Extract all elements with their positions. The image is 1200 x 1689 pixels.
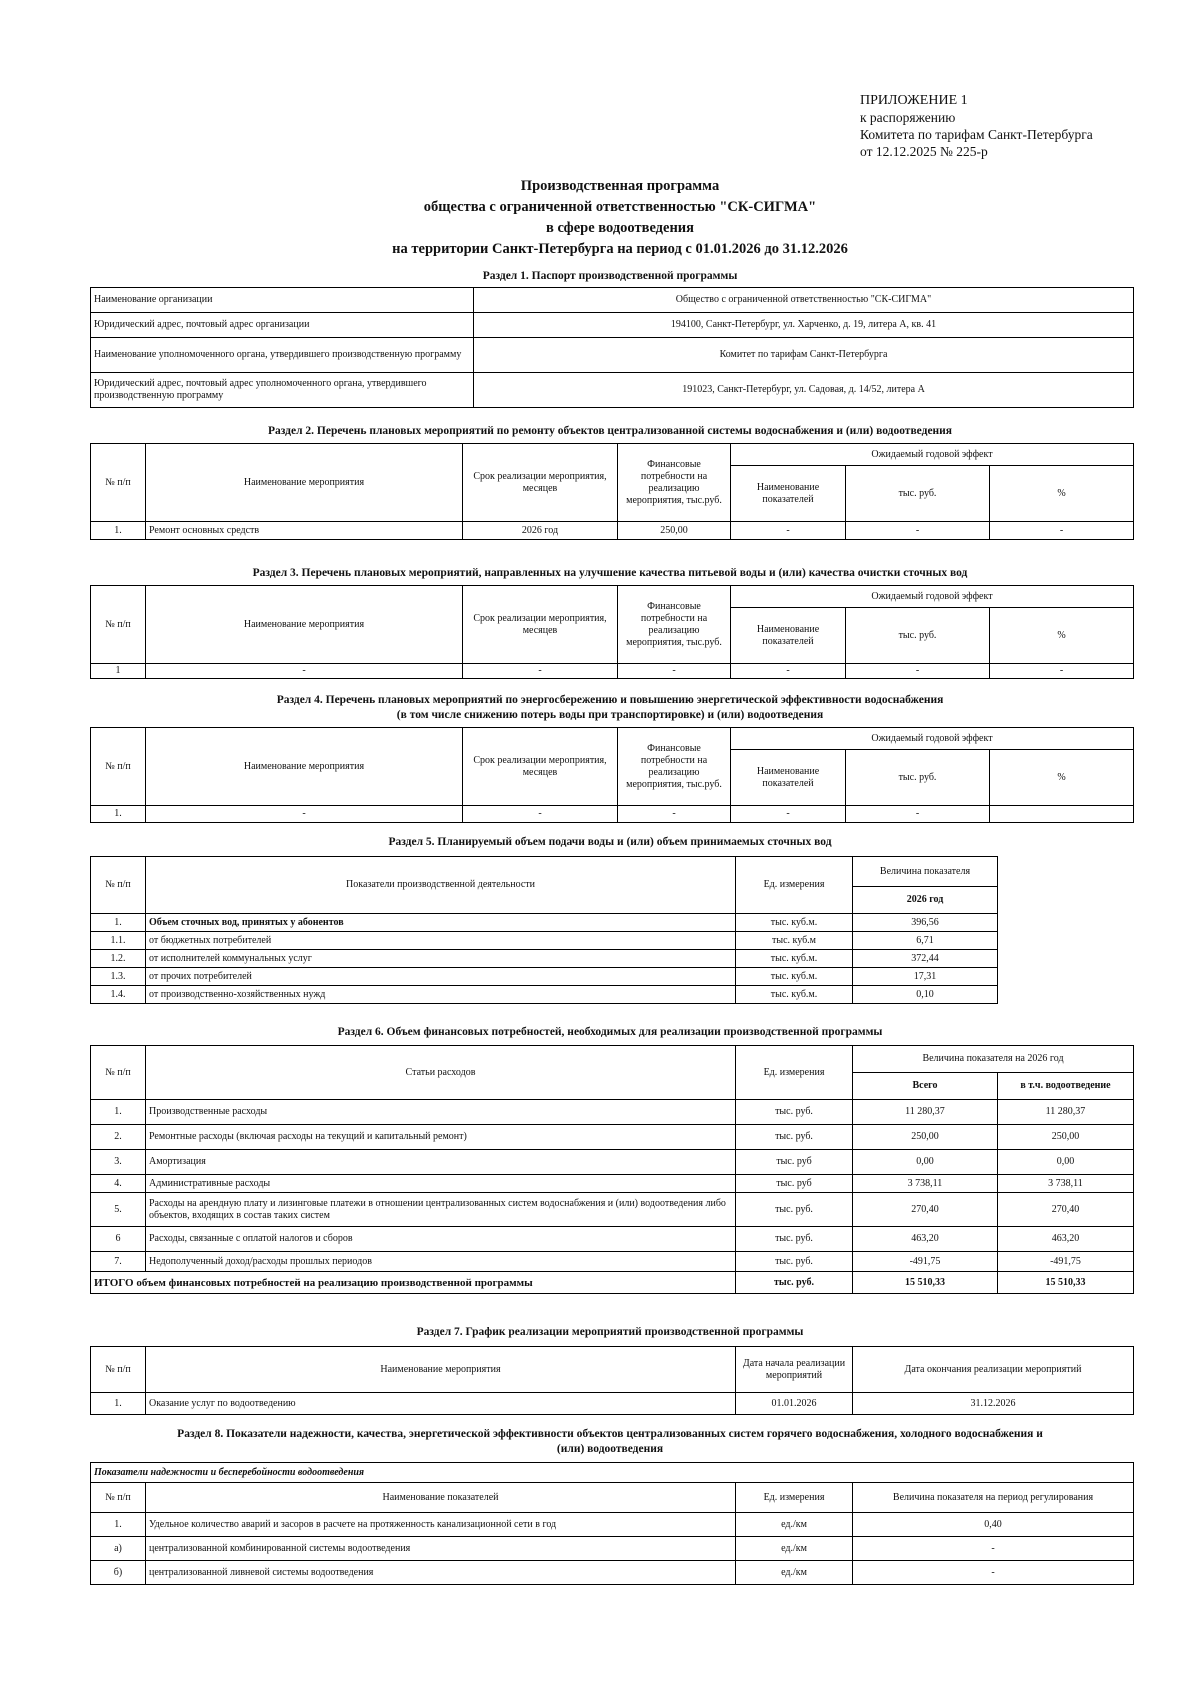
section-5-title: Раздел 5. Планируемый объем подачи воды и (или) объем принимаемых сточных вод (388, 836, 832, 848)
cell-unit: тыс. куб.м. (736, 914, 853, 932)
cell-unit: тыс. руб (736, 1150, 853, 1175)
table-header-row (91, 1347, 1134, 1393)
col-indicator-header: Наименование показателей (731, 750, 846, 806)
table-row (91, 1150, 1134, 1175)
cell-start: 01.01.2026 (736, 1393, 853, 1415)
table-row (91, 950, 998, 968)
title-line-1: Производственная программа (520, 178, 720, 194)
appendix-line-4: от 12.12.2025 № 225-р (860, 144, 988, 159)
title-line-2: общества с ограниченной ответственностью "СК-СИГМА" (423, 199, 817, 215)
cell-unit: тыс. руб (736, 1175, 853, 1193)
cell-num: 1. (91, 914, 146, 932)
cell-num: 1. (91, 1393, 146, 1415)
document-title (300, 176, 940, 260)
col-num-header: № п/п (91, 728, 146, 806)
col-name-header: Наименование мероприятия (146, 586, 463, 664)
col-name-header: Наименование мероприятия (146, 728, 463, 806)
energy-events-table (90, 727, 1134, 823)
cell-num: 7. (91, 1252, 146, 1272)
cell-value: 396,56 (853, 914, 998, 932)
cell-name: Оказание услуг по водоотведению (146, 1393, 736, 1415)
group-title: Показатели надежности и бесперебойности водоотведения (91, 1463, 1134, 1483)
total-incl-value: 15 510,33 (998, 1272, 1134, 1294)
cell-name: Производственные расходы (146, 1100, 736, 1125)
section-1-title: Раздел 1. Паспорт производственной программы (482, 270, 738, 282)
passport-label: Наименование уполномоченного органа, утвердившего производственную программу (91, 338, 474, 373)
cell-finance: - (618, 806, 731, 823)
cell-total: 11 280,37 (853, 1100, 998, 1125)
col-term-header: Срок реализации мероприятия, месяцев (463, 444, 618, 522)
table-row (91, 338, 1134, 373)
cell-pct (990, 806, 1134, 823)
repair-events-table (90, 443, 1134, 540)
cell-term: - (463, 806, 618, 823)
col-finance-header: Финансовые потребности на реализацию мероприятия, тыс.руб. (618, 444, 731, 522)
cell-num: 1.1. (91, 932, 146, 950)
cell-incl: 463,20 (998, 1227, 1134, 1252)
table-row (91, 914, 998, 932)
table-header-row (91, 444, 1134, 466)
col-indicator-header: Наименование показателей (731, 466, 846, 522)
table-row (91, 373, 1134, 408)
table-header-row (91, 1046, 1134, 1073)
table-row (91, 1125, 1134, 1150)
col-start-header: Дата начала реализации мероприятий (736, 1347, 853, 1393)
table-row (91, 1513, 1134, 1537)
cell-name: Расходы, связанные с оплатой налогов и сборов (146, 1227, 736, 1252)
appendix-header (860, 92, 1180, 160)
cell-num: 1. (91, 522, 146, 540)
total-unit: тыс. руб. (736, 1272, 853, 1294)
col-indicator-header: Наименование показателей (731, 608, 846, 664)
passport-value: Комитет по тарифам Санкт-Петербурга (474, 338, 1134, 373)
cell-indicator: - (731, 522, 846, 540)
title-line-4: на территории Санкт-Петербурга на период с 01.01.2026 до 31.12.2026 (392, 241, 848, 257)
cell-num: 1. (91, 1513, 146, 1537)
cell-num: б) (91, 1561, 146, 1585)
finance-table (90, 1045, 1134, 1294)
section-3-title: Раздел 3. Перечень плановых мероприятий, направленных на улучшение качества питьевой воды и (или) качества очистки сточных вод (252, 567, 968, 579)
cell-unit: ед./км (736, 1561, 853, 1585)
cell-incl: 250,00 (998, 1125, 1134, 1150)
table-row (91, 806, 1134, 823)
cell-name: Удельное количество аварий и засоров в расчете на протяженность канализационной сети в год (146, 1513, 736, 1537)
cell-name: Амортизация (146, 1150, 736, 1175)
cell-unit: тыс. руб. (736, 1100, 853, 1125)
cell-name: от бюджетных потребителей (146, 932, 736, 950)
cell-name: централизованной комбинированной системы водоотведения (146, 1537, 736, 1561)
col-name-header: Наименование мероприятия (146, 1347, 736, 1393)
cell-term: 2026 год (463, 522, 618, 540)
cell-num: а) (91, 1537, 146, 1561)
table-row (91, 986, 998, 1004)
table-row (91, 1252, 1134, 1272)
table-row (91, 1175, 1134, 1193)
col-num-header: № п/п (91, 1483, 146, 1513)
table-header-row (91, 857, 998, 887)
cell-incl: -491,75 (998, 1252, 1134, 1272)
cell-total: 250,00 (853, 1125, 998, 1150)
table-header-row (91, 1483, 1134, 1513)
cell-name: Административные расходы (146, 1175, 736, 1193)
col-pct-header: % (990, 608, 1134, 664)
col-rub-header: тыс. руб. (846, 750, 990, 806)
table-row (91, 1193, 1134, 1227)
schedule-table (90, 1346, 1134, 1415)
cell-num: 1.3. (91, 968, 146, 986)
col-value-header: Величина показателя (853, 857, 998, 887)
cell-name: централизованной ливневой системы водоотведения (146, 1561, 736, 1585)
table-row (91, 968, 998, 986)
table-row (91, 932, 998, 950)
col-num-header: № п/п (91, 444, 146, 522)
col-items-header: Статьи расходов (146, 1046, 736, 1100)
col-num-header: № п/п (91, 1046, 146, 1100)
cell-num: 1 (91, 664, 146, 679)
cell-total: -491,75 (853, 1252, 998, 1272)
cell-value: 0,10 (853, 986, 998, 1004)
col-num-header: № п/п (91, 857, 146, 914)
cell-incl: 11 280,37 (998, 1100, 1134, 1125)
cell-unit: тыс. руб. (736, 1193, 853, 1227)
cell-total: 463,20 (853, 1227, 998, 1252)
col-year-header: 2026 год (853, 887, 998, 914)
table-row (91, 1537, 1134, 1561)
cell-term: - (463, 664, 618, 679)
total-row (91, 1272, 1134, 1294)
cell-name: от исполнителей коммунальных услуг (146, 950, 736, 968)
cell-total: 0,00 (853, 1150, 998, 1175)
cell-unit: тыс. куб.м. (736, 968, 853, 986)
section-4-title-line-1: Раздел 4. Перечень плановых мероприятий по энергосбережению и повышению энергетической эффективности водоснабжения (276, 694, 944, 706)
cell-pct: - (990, 664, 1134, 679)
table-row (91, 1561, 1134, 1585)
col-name-header: Наименование мероприятия (146, 444, 463, 522)
cell-num: 4. (91, 1175, 146, 1193)
cell-total: 3 738,11 (853, 1175, 998, 1193)
reliability-table (90, 1462, 1134, 1585)
appendix-line-1: ПРИЛОЖЕНИЕ 1 (860, 93, 968, 108)
cell-num: 1. (91, 1100, 146, 1125)
cell-name: от прочих потребителей (146, 968, 736, 986)
appendix-line-3: Комитета по тарифам Санкт-Петербурга (860, 127, 1093, 142)
col-value-header: Величина показателя на 2026 год (853, 1046, 1134, 1073)
passport-value: 194100, Санкт-Петербург, ул. Харченко, д. 19, литера А, кв. 41 (474, 313, 1134, 338)
passport-table (90, 287, 1134, 408)
table-row (91, 1227, 1134, 1252)
col-effect-header: Ожидаемый годовой эффект (731, 728, 1134, 750)
cell-value: 372,44 (853, 950, 998, 968)
table-row (91, 522, 1134, 540)
col-value-header: Величина показателя на период регулирования (853, 1483, 1134, 1513)
section-8-title-line-1: Раздел 8. Показатели надежности, качества, энергетической эффективности объектов централизованных систем горячего водоснабжения, холодного водоснабжения и (177, 1428, 1043, 1440)
passport-value: Общество с ограниченной ответственностью "СК-СИГМА" (474, 288, 1134, 313)
cell-finance: - (618, 664, 731, 679)
col-incl-header: в т.ч. водоотведение (998, 1073, 1134, 1100)
col-term-header: Срок реализации мероприятия, месяцев (463, 728, 618, 806)
passport-label: Юридический адрес, почтовый адрес уполномоченного органа, утвердившего производственную программу (91, 373, 474, 408)
cell-value: - (853, 1537, 1134, 1561)
col-unit-header: Ед. измерения (736, 857, 853, 914)
col-name-header: Наименование показателей (146, 1483, 736, 1513)
section-8-title-line-2: (или) водоотведения (556, 1443, 664, 1455)
cell-name: Объем сточных вод, принятых у абонентов (146, 914, 736, 932)
col-unit-header: Ед. измерения (736, 1483, 853, 1513)
table-row (91, 1393, 1134, 1415)
cell-incl: 3 738,11 (998, 1175, 1134, 1193)
total-value: 15 510,33 (853, 1272, 998, 1294)
table-header-row (91, 586, 1134, 608)
passport-label: Наименование организации (91, 288, 474, 313)
cell-value: 6,71 (853, 932, 998, 950)
cell-value: - (853, 1561, 1134, 1585)
cell-unit: ед./км (736, 1537, 853, 1561)
cell-num: 1.2. (91, 950, 146, 968)
section-7-title: Раздел 7. График реализации мероприятий производственной программы (416, 1326, 804, 1338)
passport-value: 191023, Санкт-Петербург, ул. Садовая, д. 14/52, литера А (474, 373, 1134, 408)
col-rub-header: тыс. руб. (846, 466, 990, 522)
table-group-row (91, 1463, 1134, 1483)
section-6-title: Раздел 6. Объем финансовых потребностей, необходимых для реализации производственной программы (337, 1026, 883, 1038)
cell-name: Расходы на арендную плату и лизинговые платежи в отношении централизованных систем водоснабжения и (или) водоотведения либо объектов, входящих в состав таких систем (146, 1193, 736, 1227)
col-num-header: № п/п (91, 586, 146, 664)
cell-unit: тыс. руб. (736, 1252, 853, 1272)
cell-unit: тыс. куб.м (736, 932, 853, 950)
col-finance-header: Финансовые потребности на реализацию мероприятия, тыс.руб. (618, 728, 731, 806)
cell-name: от производственно-хозяйственных нужд (146, 986, 736, 1004)
table-row (91, 1100, 1134, 1125)
cell-incl: 270,40 (998, 1193, 1134, 1227)
col-term-header: Срок реализации мероприятия, месяцев (463, 586, 618, 664)
col-pct-header: % (990, 466, 1134, 522)
cell-rub: - (846, 806, 990, 823)
col-unit-header: Ед. измерения (736, 1046, 853, 1100)
cell-indicator: - (731, 664, 846, 679)
col-total-header: Всего (853, 1073, 998, 1100)
cell-unit: тыс. куб.м. (736, 950, 853, 968)
col-pct-header: % (990, 750, 1134, 806)
cell-indicator: - (731, 806, 846, 823)
cell-name: - (146, 664, 463, 679)
col-finance-header: Финансовые потребности на реализацию мероприятия, тыс.руб. (618, 586, 731, 664)
table-header-row (91, 728, 1134, 750)
total-label: ИТОГО объем финансовых потребностей на реализацию производственной программы (91, 1272, 736, 1294)
table-row (91, 664, 1134, 679)
table-row (91, 313, 1134, 338)
cell-unit: тыс. руб. (736, 1227, 853, 1252)
cell-num: 1. (91, 806, 146, 823)
cell-name: Ремонт основных средств (146, 522, 463, 540)
table-row (91, 288, 1134, 313)
cell-num: 2. (91, 1125, 146, 1150)
cell-unit: тыс. руб. (736, 1125, 853, 1150)
section-4-title-line-2: (в том числе снижению потерь воды при транспортировке) и (или) водоотведения (396, 709, 824, 721)
water-quality-events-table (90, 585, 1134, 679)
cell-unit: тыс. куб.м. (736, 986, 853, 1004)
cell-unit: ед./км (736, 1513, 853, 1537)
cell-name: - (146, 806, 463, 823)
cell-num: 1.4. (91, 986, 146, 1004)
cell-num: 6 (91, 1227, 146, 1252)
cell-rub: - (846, 522, 990, 540)
cell-pct: - (990, 522, 1134, 540)
col-effect-header: Ожидаемый годовой эффект (731, 586, 1134, 608)
volume-table (90, 856, 998, 1004)
appendix-line-2: к распоряжению (860, 110, 956, 125)
cell-incl: 0,00 (998, 1150, 1134, 1175)
cell-value: 0,40 (853, 1513, 1134, 1537)
col-num-header: № п/п (91, 1347, 146, 1393)
cell-num: 5. (91, 1193, 146, 1227)
col-indicator-header: Показатели производственной деятельности (146, 857, 736, 914)
col-end-header: Дата окончания реализации мероприятий (853, 1347, 1134, 1393)
cell-finance: 250,00 (618, 522, 731, 540)
cell-value: 17,31 (853, 968, 998, 986)
cell-num: 3. (91, 1150, 146, 1175)
cell-rub: - (846, 664, 990, 679)
cell-name: Недополученный доход/расходы прошлых периодов (146, 1252, 736, 1272)
section-2-title: Раздел 2. Перечень плановых мероприятий по ремонту объектов централизованной системы водоснабжения и (или) водоотведения (267, 425, 953, 437)
passport-label: Юридический адрес, почтовый адрес организации (91, 313, 474, 338)
cell-name: Ремонтные расходы (включая расходы на текущий и капитальный ремонт) (146, 1125, 736, 1150)
col-rub-header: тыс. руб. (846, 608, 990, 664)
cell-end: 31.12.2026 (853, 1393, 1134, 1415)
col-effect-header: Ожидаемый годовой эффект (731, 444, 1134, 466)
cell-total: 270,40 (853, 1193, 998, 1227)
title-line-3: в сфере водоотведения (545, 220, 695, 236)
